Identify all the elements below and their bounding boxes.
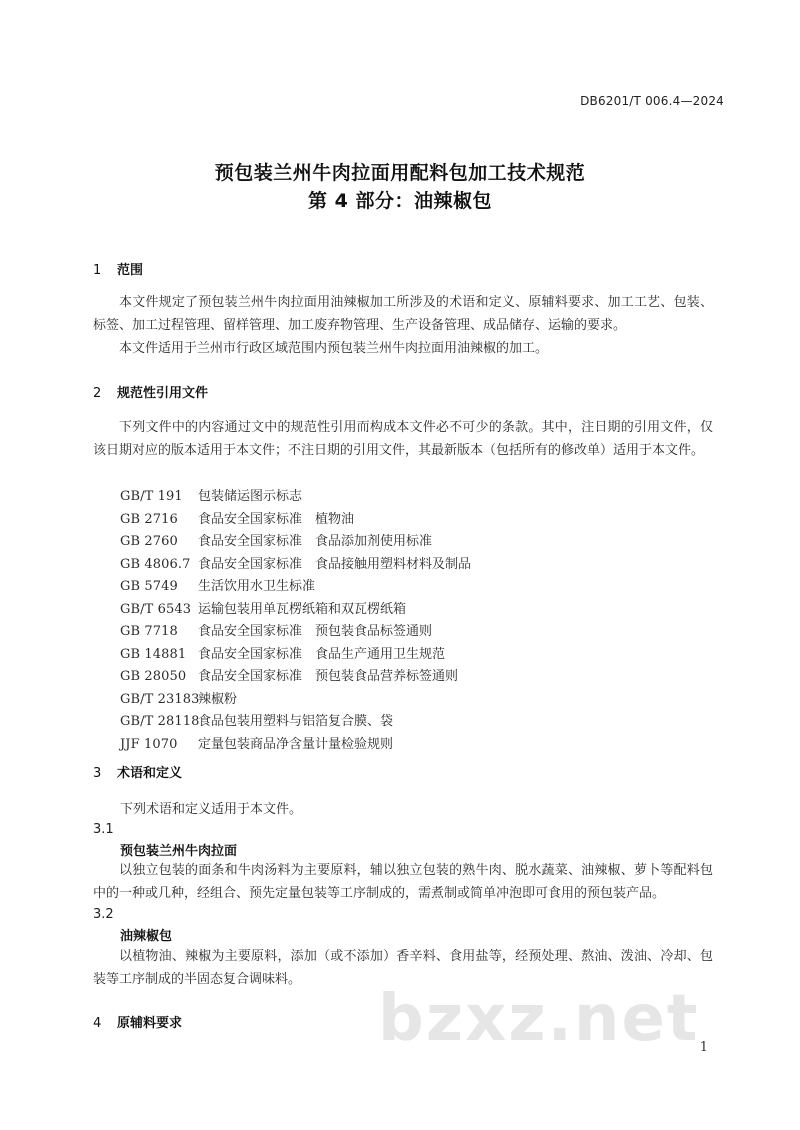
section-1-heading <box>93 259 143 278</box>
reference-title: 生活饮用水卫生标准 <box>198 579 316 594</box>
reference-title: 辣椒粉 <box>198 691 238 707</box>
term-definition: 以植物油、辣椒为主要原料，添加（或不添加）香辛料、食用盐等，经预处理、熬油、泼油、冷却、包装等工序制成的半固态复合调味料。 <box>93 949 713 987</box>
reference-title: 食品包装用塑料与铝箔复合膜、袋 <box>198 714 394 729</box>
reference-code: GB 2760 <box>120 534 178 549</box>
clause-number: 3.2 <box>93 907 114 922</box>
section-number: 3 <box>93 766 102 781</box>
section-number: 4 <box>93 1016 102 1031</box>
section-title: 原辅料要求 <box>117 1016 183 1031</box>
reference-title: 包装储运图示标志 <box>198 489 303 504</box>
reference-item <box>120 530 471 553</box>
reference-title: 食品安全国家标准 预包装食品标签通则 <box>198 624 433 639</box>
section-3-intro: 下列术语和定义适用于本文件。 <box>120 802 303 817</box>
reference-item <box>120 643 471 666</box>
reference-code: GB 28050 <box>120 669 187 684</box>
reference-title: 食品安全国家标准 食品添加剂使用标准 <box>198 534 433 549</box>
term-title: 预包装兰州牛肉拉面 <box>120 844 238 859</box>
reference-item <box>120 665 471 688</box>
reference-title: 食品安全国家标准 食品接触用塑料材料及制品 <box>198 556 472 572</box>
section-title: 术语和定义 <box>117 766 183 781</box>
section-number: 1 <box>93 263 102 278</box>
term-title: 油辣椒包 <box>120 929 173 944</box>
reference-code: GB 4806.7 <box>120 556 191 572</box>
reference-code: GB/T 191 <box>120 489 183 504</box>
section-title: 规范性引用文件 <box>117 386 209 401</box>
reference-item <box>120 508 471 531</box>
section-number: 2 <box>93 386 102 401</box>
section-title: 范围 <box>117 263 144 278</box>
reference-item <box>120 710 471 733</box>
watermark-text: bzxz.net <box>378 982 700 1056</box>
reference-item <box>120 553 471 576</box>
clause-number: 3.1 <box>93 822 114 837</box>
reference-code: GB 5749 <box>120 579 178 594</box>
reference-title: 运输包装用单瓦楞纸箱和双瓦楞纸箱 <box>198 601 407 617</box>
document-title: 预包装兰州牛肉拉面用配料包加工技术规范 <box>214 162 586 184</box>
reference-code: GB/T 28118 <box>120 714 200 729</box>
reference-title: 定量包装商品净含量计量检验规则 <box>198 736 394 752</box>
section-1-paragraph-2: 本文件适用于兰州市行政区域范围内预包装兰州牛肉拉面用油辣椒的加工。 <box>119 341 549 356</box>
reference-title: 食品安全国家标准 食品生产通用卫生规范 <box>198 646 446 662</box>
reference-item <box>120 688 471 711</box>
document-code: DB6201/T 006.4—2024 <box>580 94 724 108</box>
reference-item <box>120 485 471 508</box>
reference-title: 食品安全国家标准 预包装食品营养标签通则 <box>198 669 459 684</box>
section-1-paragraph-1: 本文件规定了预包装兰州牛肉拉面用油辣椒加工所涉及的术语和定义、原辅料要求、加工工艺、包装、标签、加工过程管理、留样管理、加工废弃物管理、生产设备管理、成品储存、运输的要求。 <box>93 295 713 333</box>
reference-code: GB 7718 <box>120 624 178 639</box>
section-2-heading <box>93 382 208 401</box>
document-subtitle: 第 4 部分：油辣椒包 <box>308 190 492 212</box>
reference-item <box>120 575 471 598</box>
reference-list <box>120 485 471 755</box>
term-definition: 以独立包装的面条和牛肉汤料为主要原料，辅以独立包装的熟牛肉、脱水蔬菜、油辣椒、萝卜等配料包中的一种或几种，经组合、预先定量包装等工序制成的，需煮制或简单冲泡即可食用的预包装产品。 <box>93 863 713 901</box>
reference-item <box>120 598 471 621</box>
reference-code: GB/T 6543 <box>120 601 192 617</box>
reference-item <box>120 733 471 756</box>
section-3-heading <box>93 762 182 781</box>
reference-code: GB 14881 <box>120 646 187 662</box>
reference-code: GB/T 23183 <box>120 691 200 707</box>
reference-code: GB 2716 <box>120 511 178 527</box>
section-2-paragraph: 下列文件中的内容通过文中的规范性引用而构成本文件必不可少的条款。其中，注日期的引用文件，仅该日期对应的版本适用于本文件；不注日期的引用文件，其最新版本（包括所有的修改单）适用于本文件。 <box>93 420 713 458</box>
reference-title: 食品安全国家标准 植物油 <box>198 511 355 527</box>
reference-code: JJF 1070 <box>120 736 178 752</box>
section-4-heading <box>93 1012 182 1031</box>
reference-item <box>120 620 471 643</box>
page-number: 1 <box>699 1040 708 1055</box>
